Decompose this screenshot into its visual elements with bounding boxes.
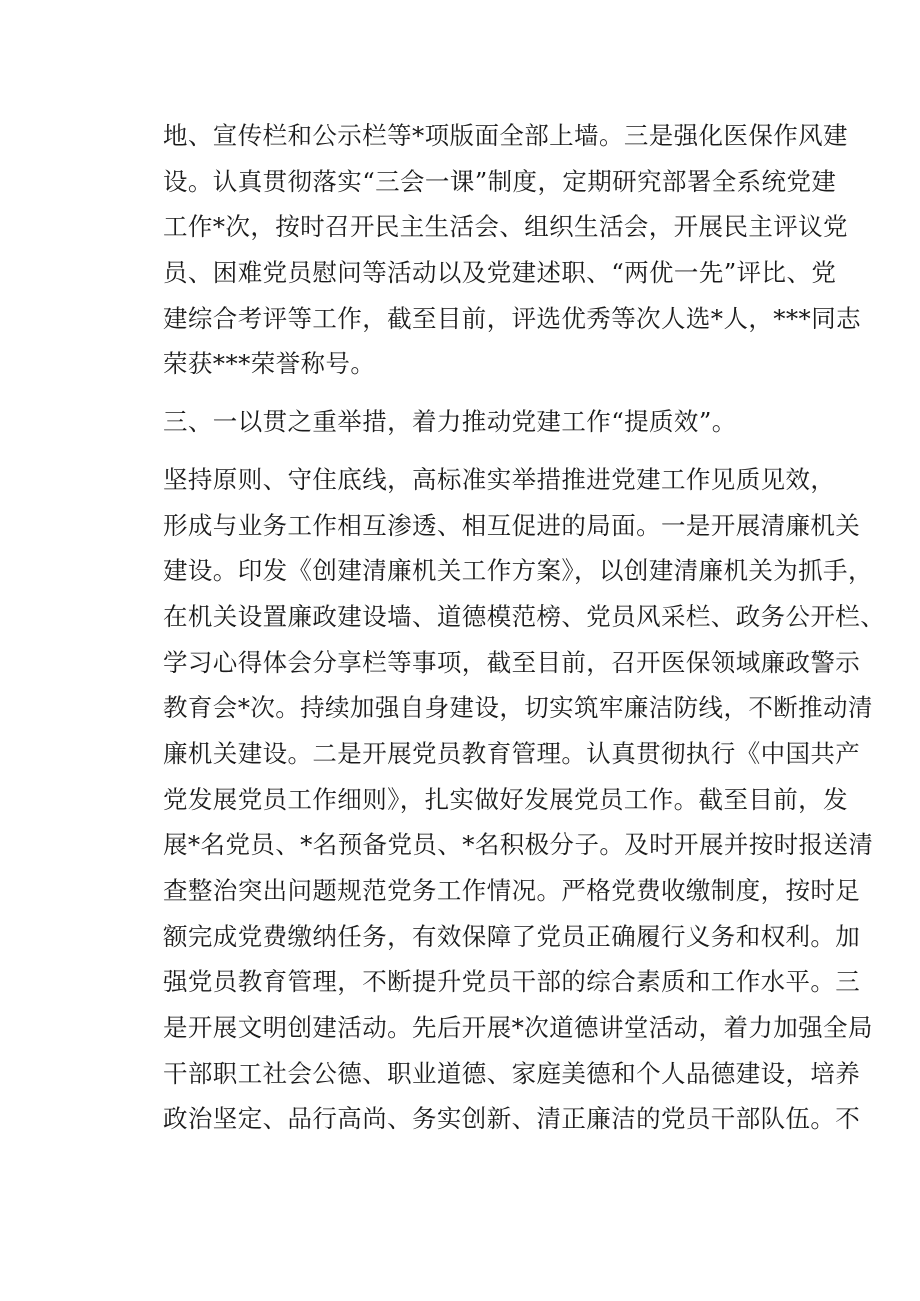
- paragraph-line: 荣获***荣誉称号。: [163, 349, 376, 379]
- paragraph-line: 党发展党员工作细则》，扎实做好发展党员工作。截至目前，发: [163, 784, 848, 814]
- paragraph-line: 坚持原则、守住底线，高标准实举措推进党建工作见质见效，: [163, 464, 836, 494]
- paragraph-line: 学习心得体会分享栏等事项，截至目前，召开医保领域廉政警示: [163, 647, 861, 677]
- paragraph-1: [163, 113, 861, 387]
- paragraph-line: 干部职工社会公德、职业道德、家庭美德和个人品德建设，培养: [163, 1058, 861, 1088]
- paragraph-spacer: [163, 445, 803, 457]
- paragraph-line: 设。认真贯彻落实“三会一课”制度，定期研究部署全系统党建: [163, 166, 837, 196]
- paragraph-line: 员、困难党员慰问等活动以及党建述职、“两优一先”评比、党: [163, 258, 837, 288]
- paragraph-line: 建综合考评等工作，截至目前，评选优秀等次人选*人，***同志: [163, 303, 861, 333]
- paragraph-line: 形成与业务工作相互渗透、相互促进的局面。一是开展清廉机关: [163, 510, 861, 540]
- paragraph-line: 廉机关建设。二是开展党员教育管理。认真贯彻执行《中国共产: [163, 738, 861, 768]
- paragraph-line: 建设。印发《创建清廉机关工作方案》，以创建清廉机关为抓手，: [163, 556, 873, 586]
- paragraph-spacer: [163, 387, 803, 399]
- paragraph-line: 额完成党费缴纳任务，有效保障了党员正确履行义务和权利。加: [163, 921, 861, 951]
- paragraph-line: 政治坚定、品行高尚、务实创新、清正廉洁的党员干部队伍。不: [163, 1104, 861, 1134]
- document-body: [163, 113, 886, 1142]
- paragraph-line: 是开展文明创建活动。先后开展*次道德讲堂活动，着力加强全局: [163, 1013, 873, 1043]
- paragraph-line: 查整治突出问题规范党务工作情况。严格党费收缴制度，按时足: [163, 876, 861, 905]
- paragraph-2: [163, 457, 886, 1142]
- paragraph-line: 教育会*次。持续加强自身建设，切实筑牢廉洁防线，不断推动清: [163, 693, 873, 723]
- section-heading-text: 三、一以贯之重举措，着力推动党建工作“提质效”。: [163, 407, 737, 437]
- paragraph-line: 工作*次，按时召开民主生活会、组织生活会，开展民主评议党: [163, 212, 848, 242]
- paragraph-line: 地、宣传栏和公示栏等*项版面全部上墙。三是强化医保作风建: [163, 121, 848, 150]
- section-heading-3: [163, 399, 803, 445]
- paragraph-line: 在机关设置廉政建设墙、道德模范榜、党员风采栏、政务公开栏、: [163, 601, 886, 631]
- paragraph-line: 展*名党员、*名预备党员、*名积极分子。及时开展并按时报送清: [163, 830, 874, 860]
- paragraph-line: 强党员教育管理，不断提升党员干部的综合素质和工作水平。三: [163, 967, 861, 997]
